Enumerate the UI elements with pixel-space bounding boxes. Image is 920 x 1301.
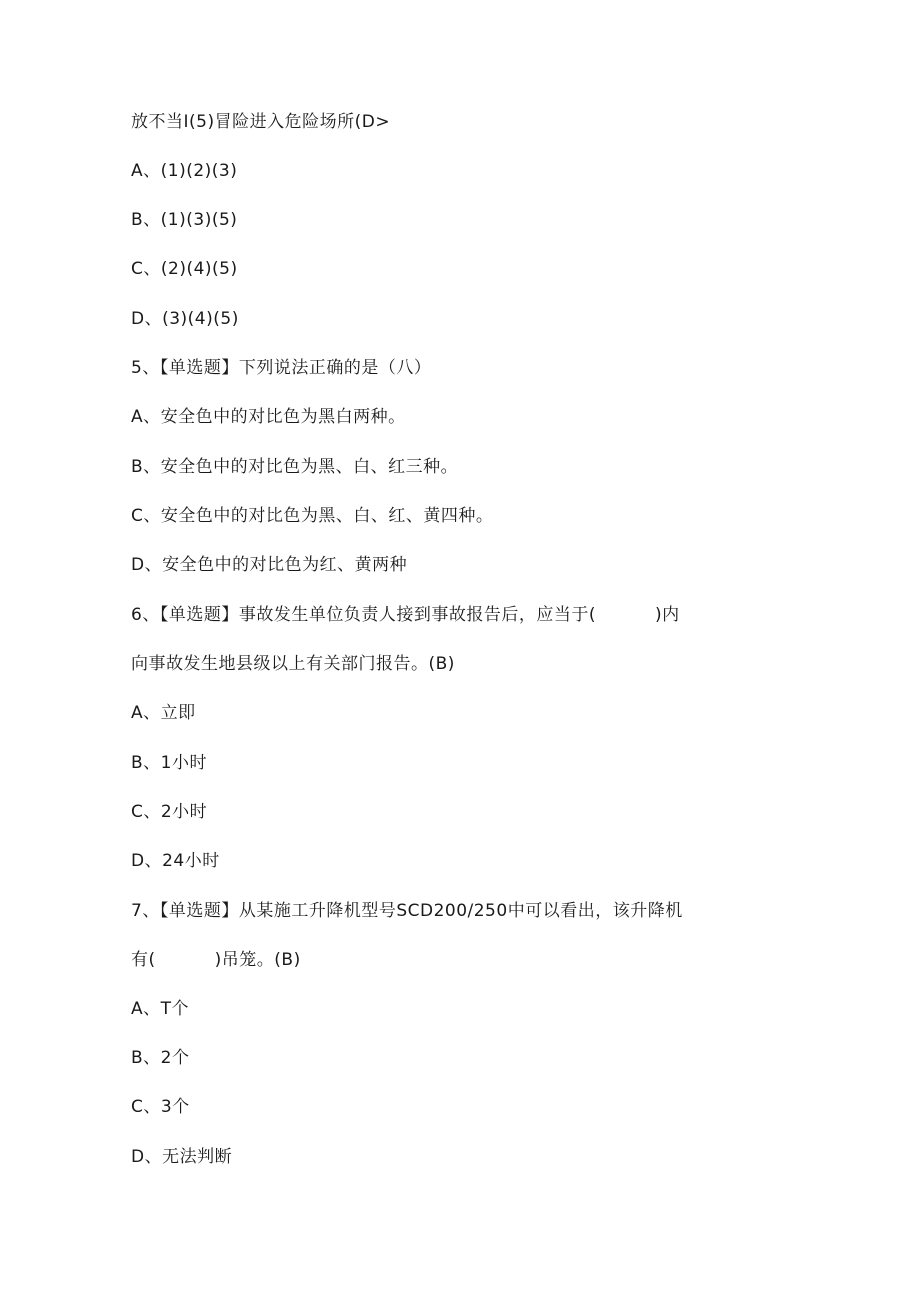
q4-option-a: A、(1)(2)(3) [131,161,238,181]
question-4-continuation: 放不当I(5)冒险进入危险场所(D> [131,112,391,132]
q6-option-a: A、立即 [131,703,196,723]
question-5-stem: 5、【单选题】下列说法正确的是（八） [131,358,432,378]
q7-option-d: D、无法判断 [131,1147,233,1167]
q6-option-d: D、24小时 [131,851,220,871]
q6-option-c: C、2小时 [131,802,208,822]
q5-option-c: C、安全色中的对比色为黑、白、红、黄四种。 [131,506,494,526]
question-7-stem-line-1: 7、【单选题】从某施工升降机型号SCD200/250中可以看出，该升降机 [131,901,683,921]
q7-option-c: C、3个 [131,1097,190,1117]
q4-option-c: C、(2)(4)(5) [131,259,238,279]
q4-option-b: B、(1)(3)(5) [131,210,238,230]
question-6-stem-line-1: 6、【单选题】事故发生单位负责人接到事故报告后，应当于( )内 [131,605,680,625]
question-6-stem-line-2: 向事故发生地县级以上有关部门报告。(B) [131,654,455,674]
q7-option-b: B、2个 [131,1048,190,1068]
q5-option-a: A、安全色中的对比色为黑白两种。 [131,407,406,427]
q6-option-b: B、1小时 [131,753,207,773]
q4-option-d: D、(3)(4)(5) [131,309,239,329]
question-7-stem-line-2: 有( )吊笼。(B) [131,950,301,970]
q5-option-d: D、安全色中的对比色为红、黄两种 [131,555,408,575]
q5-option-b: B、安全色中的对比色为黑、白、红三种。 [131,457,459,477]
q7-option-a: A、T个 [131,999,190,1019]
